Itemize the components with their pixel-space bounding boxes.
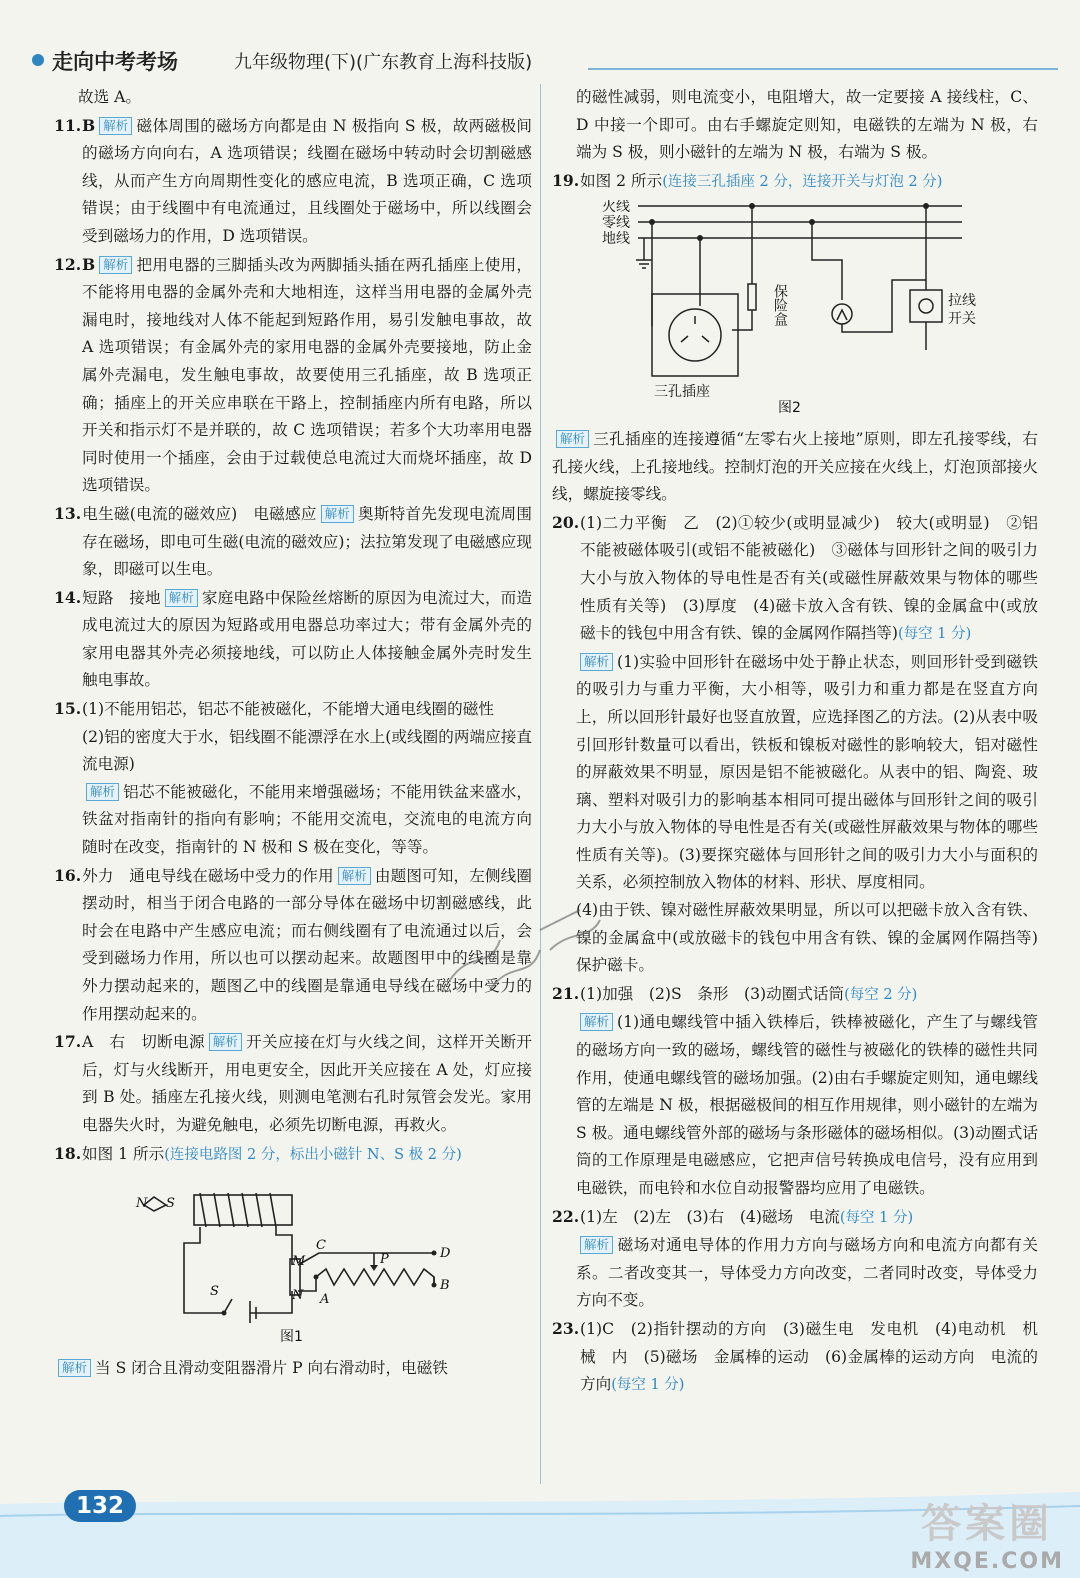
answer-1: (1)不能用铝芯，铝芯不能被磁化，不能增大通电线圈的磁性 <box>82 700 494 719</box>
analysis-tag: 解析 <box>209 1033 242 1051</box>
analysis-tag: 解析 <box>165 589 198 607</box>
score-note: (每空 1 分) <box>611 1377 685 1394</box>
fuse-box <box>748 284 756 310</box>
label-ground-wire: 地线 <box>602 231 630 248</box>
page-number: 132 <box>64 1490 136 1522</box>
q22-analysis <box>552 1232 1038 1315</box>
answer: (1)左 (2)左 (3)右 (4)磁场 电流 <box>580 1207 840 1226</box>
wire-right <box>276 1227 292 1263</box>
question-12 <box>54 251 532 500</box>
analysis-tag: 解析 <box>338 867 371 885</box>
wire-switch-lamp <box>862 280 926 332</box>
answer: (1)C (2)指针摆动的方向 (3)磁生电 发电机 (4)电动机 机械 内 (5)磁场 金属棒的运动 (6)金属棒的运动方向 电流的方向 <box>580 1319 1038 1394</box>
question-number: 20. <box>552 512 580 532</box>
lamp-to-switch <box>842 324 862 332</box>
analysis-text: 磁体周围的磁场方向都是由 N 极指向 S 极，故两磁极间的磁场方向向右，A 选项错误；线圈在磁场中转动时会切割磁感线，从而产生方向周期性变化的感应电流，B 选项正确，C 选项错误；由于线圈中有电流通过，且线圈处于磁场中，所以线圈会受到磁场力的作用，D 选项错误。 <box>82 116 532 245</box>
answer: A 右 切断电源 <box>82 1033 205 1052</box>
analysis-tag: 解析 <box>580 1236 613 1254</box>
figure-2-caption: 图2 <box>778 400 801 417</box>
page-header <box>28 42 1048 78</box>
answer: B <box>82 115 96 135</box>
analysis-text: 奥斯特首先发现电流周围存在磁场，即电可生磁(电流的磁效应)；法拉第发现了电磁感应现象，即磁可以生电。 <box>82 504 532 579</box>
label-neutral-wire: 零线 <box>602 215 630 232</box>
analysis-tag: 解析 <box>321 505 354 523</box>
watermark <box>910 1492 1064 1574</box>
right-column <box>552 84 1038 1400</box>
analysis-tag: 解析 <box>580 653 613 671</box>
analysis-text: 三孔插座的连接遵循“左零右火上接地”原则，即左孔接零线，右孔接火线，上孔接地线。控制灯泡的开关应接在火线上，灯泡顶部接火线，螺旋接零线。 <box>552 429 1038 504</box>
analysis-text: (1)通电螺线管中插入铁棒后，铁棒被磁化，产生了与螺线管的磁场方向一致的磁场，螺线管的磁性与被磁化的铁棒的磁性共同作用，使通电螺线管的磁场加强。(2)由右手螺旋定则知，通电螺线管的左端是 N 极，根据磁极间的相互作用规律，则小磁针的左端为 S 极。通电螺线管外部的磁场与条形磁体的磁场相似。(3)动圈式话筒的工作原理是电磁感应，它把声信号转换成电信号，没有应用到电磁铁，而电铃和水位自动报警器均应用了电磁铁。 <box>576 1013 1038 1197</box>
analysis-tag: 解析 <box>556 430 589 448</box>
fig1-label-m: M <box>292 1254 306 1270</box>
label-socket: 三孔插座 <box>654 384 710 401</box>
watermark-text: 答案圈 <box>921 1501 1054 1547</box>
question-17 <box>54 1028 532 1139</box>
question-22 <box>552 1203 1038 1233</box>
analysis-tag: 解析 <box>86 783 119 801</box>
analysis-text-1: (1)实验中回形针在磁场中处于静止状态，则回形针受到磁铁的吸引力与重力平衡，大小相等，吸引力和重力都是在竖直方向上，所以回形针最好也竖直放置，应选择图乙的方法。(2)从表中吸引回形针数量可以看出，铁板和镍板对磁性的影响较大，铝对磁性的屏蔽效果不明显，原因是铝不能被磁化。从表中的铝、陶瓷、玻璃、塑料对吸引力的影响基本相同可提出磁体与回形针之间的吸引力大小与放入物体的导电性是否有关(或磁性屏蔽效果与物体的哪些性质有关等)。(3)要探究磁体与回形针之间的吸引力大小与面积的关系，必须控制放入物体的材料、形状、厚度相同。 <box>576 652 1038 892</box>
series-title: 走向中考考场 <box>52 50 178 74</box>
question-number: 16. <box>54 865 82 885</box>
answer: 如图 2 所示 <box>580 171 663 190</box>
score-note: (连接电路图 2 分，标出小磁针 N、S 极 2 分) <box>164 1146 462 1163</box>
socket-live-lead <box>732 206 752 330</box>
fig1-label-n: N <box>136 1196 148 1212</box>
question-13 <box>54 500 532 584</box>
ground-symbol-icon <box>636 238 652 268</box>
left-column <box>54 84 532 1382</box>
answer: 外力 通电导线在磁场中受力的作用 <box>82 866 334 885</box>
question-number: 12. <box>54 254 82 274</box>
question-23 <box>552 1315 1038 1400</box>
analysis-text: 磁场对通电导体的作用力方向与磁场方向和电流方向都有关系。二者改变其一，导体受力方向改变，二者同时改变，导体受力方向不变。 <box>576 1236 1038 1310</box>
q20-analysis-2: (4)由于铁、镍对磁性屏蔽效果明显，所以可以把磁卡放入含有铁、镍的金属盒中(或放磁卡的钱包中用含有铁、镍的金属网作隔挡等)保护磁卡。 <box>576 901 1038 975</box>
label-pull-switch: 拉线开关 <box>948 293 976 328</box>
question-number: 17. <box>54 1032 82 1052</box>
question-number: 13. <box>54 503 82 523</box>
question-21 <box>552 980 1038 1010</box>
q21-analysis <box>552 1009 1038 1202</box>
fig1-label-b: B <box>440 1278 450 1294</box>
question-number: 14. <box>54 587 82 607</box>
analysis-text: 开关应接在灯与火线之间，这样开关断开后，灯与火线断开，用电更安全，因此开关应接在 A 处，灯应接到 B 处。插座左孔接火线，则测电笔测右孔时氖管会发光。家用电器失火时，为避免触电，必须先切断电源，再救火。 <box>82 1033 532 1134</box>
answer: 电生磁(电流的磁效应) 电磁感应 <box>82 504 317 523</box>
analysis-text: 铝芯不能被磁化，不能用来增强磁场；不能用铁盆来盛水，铁盆对指南针的指向有影响；不能用交流电，交流电的电流方向随时在改变，指南针的 N 极和 S 极在变化，等等。 <box>82 782 532 857</box>
question-number: 19. <box>552 170 580 190</box>
wire-left <box>184 1227 224 1313</box>
fig1-label-s: S <box>166 1196 175 1212</box>
bulb-icon <box>832 304 852 324</box>
wire-bottom <box>250 1263 292 1313</box>
label-live-wire: 火线 <box>602 200 630 216</box>
analysis-text: 把用电器的三脚插头改为两脚插头插在两孔插座上使用，不能将用电器的金属外壳和大地相连，这样当用电器的金属外壳漏电时，接地线对人体不能起到短路作用，易引发触电事故，故 A 选项错误；有金属外壳的家用电器的金属外壳要接地，防止金属外壳漏电，发生触电事故，故要使用三孔插座，故 B 选项正确；插座上的开关应串联在干路上，控制插座内所有电路，所以开关和指示灯不是并联的，故 C 选项错误；若多个大功率用电器同时使用一个插座，会由于过载使总电流过大而烧坏插座，故 D 选项错误。 <box>82 255 532 495</box>
analysis-tag: 解析 <box>580 1013 613 1031</box>
analysis-text: 当 S 闭合且滑动变阻器滑片 P 向右滑动时，电磁铁 <box>95 1358 448 1377</box>
answer: (1)二力平衡 乙 (2)①较少(或明显减少) 较大(或明显) ②铝不能被磁体吸引(或铝不能被磁化) ③磁体与回形针之间的吸引力大小与放入物体的导电性是否有关(或磁性屏蔽效果与物体的哪些性质有关等) (3)厚度 (4)磁卡放入含有铁、镍的金属盒中(或放磁卡的钱包中用含有铁、镍的金属网作隔挡等) <box>580 513 1038 643</box>
header-rule <box>588 68 1058 70</box>
analysis-text: 家庭电路中保险丝熔断的原因为电流过大，而造成电流过大的原因为短路或用电器总功率过大；带有金属外壳的家用电器其外壳必须接地线，可以防止人体接触金属外壳时发生触电事故。 <box>82 588 532 690</box>
q20-analysis <box>552 649 1038 897</box>
question-14 <box>54 584 532 695</box>
q18-analysis-tail: 的磁性减弱，则电流变小，电阻增大，故一定要接 A 接线柱，C、D 中接一个即可。由右手螺旋定则知，电磁铁的左端为 N 极，右端为 S 极，则小磁针的左端为 N 极，右端为 S 极。 <box>576 88 1038 162</box>
book-subtitle: 九年级物理(下)(广东教育上海科技版) <box>234 52 533 73</box>
question-number: 23. <box>552 1318 580 1338</box>
page-footer <box>0 1468 1080 1578</box>
question-20 <box>552 509 1038 649</box>
analysis-tag: 解析 <box>99 256 132 274</box>
rheostat-resistor <box>316 1269 434 1285</box>
bulb-filament <box>837 310 847 320</box>
question-11 <box>54 112 532 251</box>
watermark-url: MXQE.COM <box>910 1549 1064 1574</box>
figure-1 <box>54 1173 532 1355</box>
household-wiring-diagram <box>552 200 1038 416</box>
analysis-text: 由题图可知，左侧线圈摆动时，相当于闭合电路的一部分导体在磁场中切割磁感线，此时会在电路中产生感应电流；而右侧线圈有了电流通过以后，会受到磁场力作用，所以也可以摆动起来。故题图甲中的线圈是靠外力摆动起来的，题图乙中的线圈是靠通电导线在磁场中受力的作用摆动起来的。 <box>82 866 532 1023</box>
column-divider <box>540 84 541 1484</box>
score-note: (每空 1 分) <box>897 626 972 643</box>
q10-tail: 故选 A。 <box>78 88 141 106</box>
circuit-diagram-electromagnet <box>54 1173 532 1345</box>
score-note: (连接三孔插座 2 分，连接开关与灯泡 2 分) <box>662 173 943 190</box>
wire-c-d <box>298 1252 434 1268</box>
solenoid-coil <box>200 1193 276 1227</box>
analysis-tag: 解析 <box>58 1359 91 1377</box>
battery-icon <box>250 1301 256 1323</box>
socket-holes <box>681 316 709 342</box>
answer: (1)加强 (2)S 条形 (3)动圈式话筒 <box>580 984 845 1003</box>
fig1-label-c: C <box>316 1238 326 1254</box>
lamp-neutral-lead <box>812 222 842 300</box>
question-16 <box>54 862 532 1029</box>
figure-1-caption: 图1 <box>280 1329 303 1346</box>
score-note: (每空 1 分) <box>839 1209 914 1226</box>
socket-box <box>652 294 738 376</box>
answer: 短路 接地 <box>82 588 161 607</box>
question-15 <box>54 695 532 862</box>
q19-analysis <box>552 426 1038 509</box>
question-number: 11. <box>54 115 82 135</box>
label-fuse-box: 保险盒 <box>772 284 788 327</box>
question-18 <box>54 1140 532 1170</box>
question-number: 18. <box>54 1143 82 1163</box>
question-19 <box>552 167 1038 197</box>
pull-switch-icon <box>919 299 933 313</box>
fig1-label-p: P <box>380 1252 389 1268</box>
fig1-label-d: D <box>440 1246 451 1262</box>
fig1-label-switch: S <box>210 1284 219 1300</box>
fig1-label-nn: N <box>292 1288 304 1304</box>
fig1-label-a: A <box>320 1292 330 1308</box>
analysis-tag: 解析 <box>99 117 132 135</box>
q18-analysis-start <box>54 1355 532 1383</box>
answer-2: (2)铝的密度大于水，铝线圈不能漂浮在水上(或线圈的两端应接直流电源) <box>82 727 532 774</box>
question-number: 22. <box>552 1206 580 1226</box>
pull-switch-box <box>910 290 942 322</box>
bullet-icon <box>32 54 44 66</box>
answer: B <box>82 254 96 274</box>
question-number: 21. <box>552 983 580 1003</box>
answer: 如图 1 所示 <box>82 1144 165 1163</box>
question-number: 15. <box>54 699 82 719</box>
score-note: (每空 2 分) <box>844 986 918 1003</box>
figure-2 <box>552 200 1038 426</box>
